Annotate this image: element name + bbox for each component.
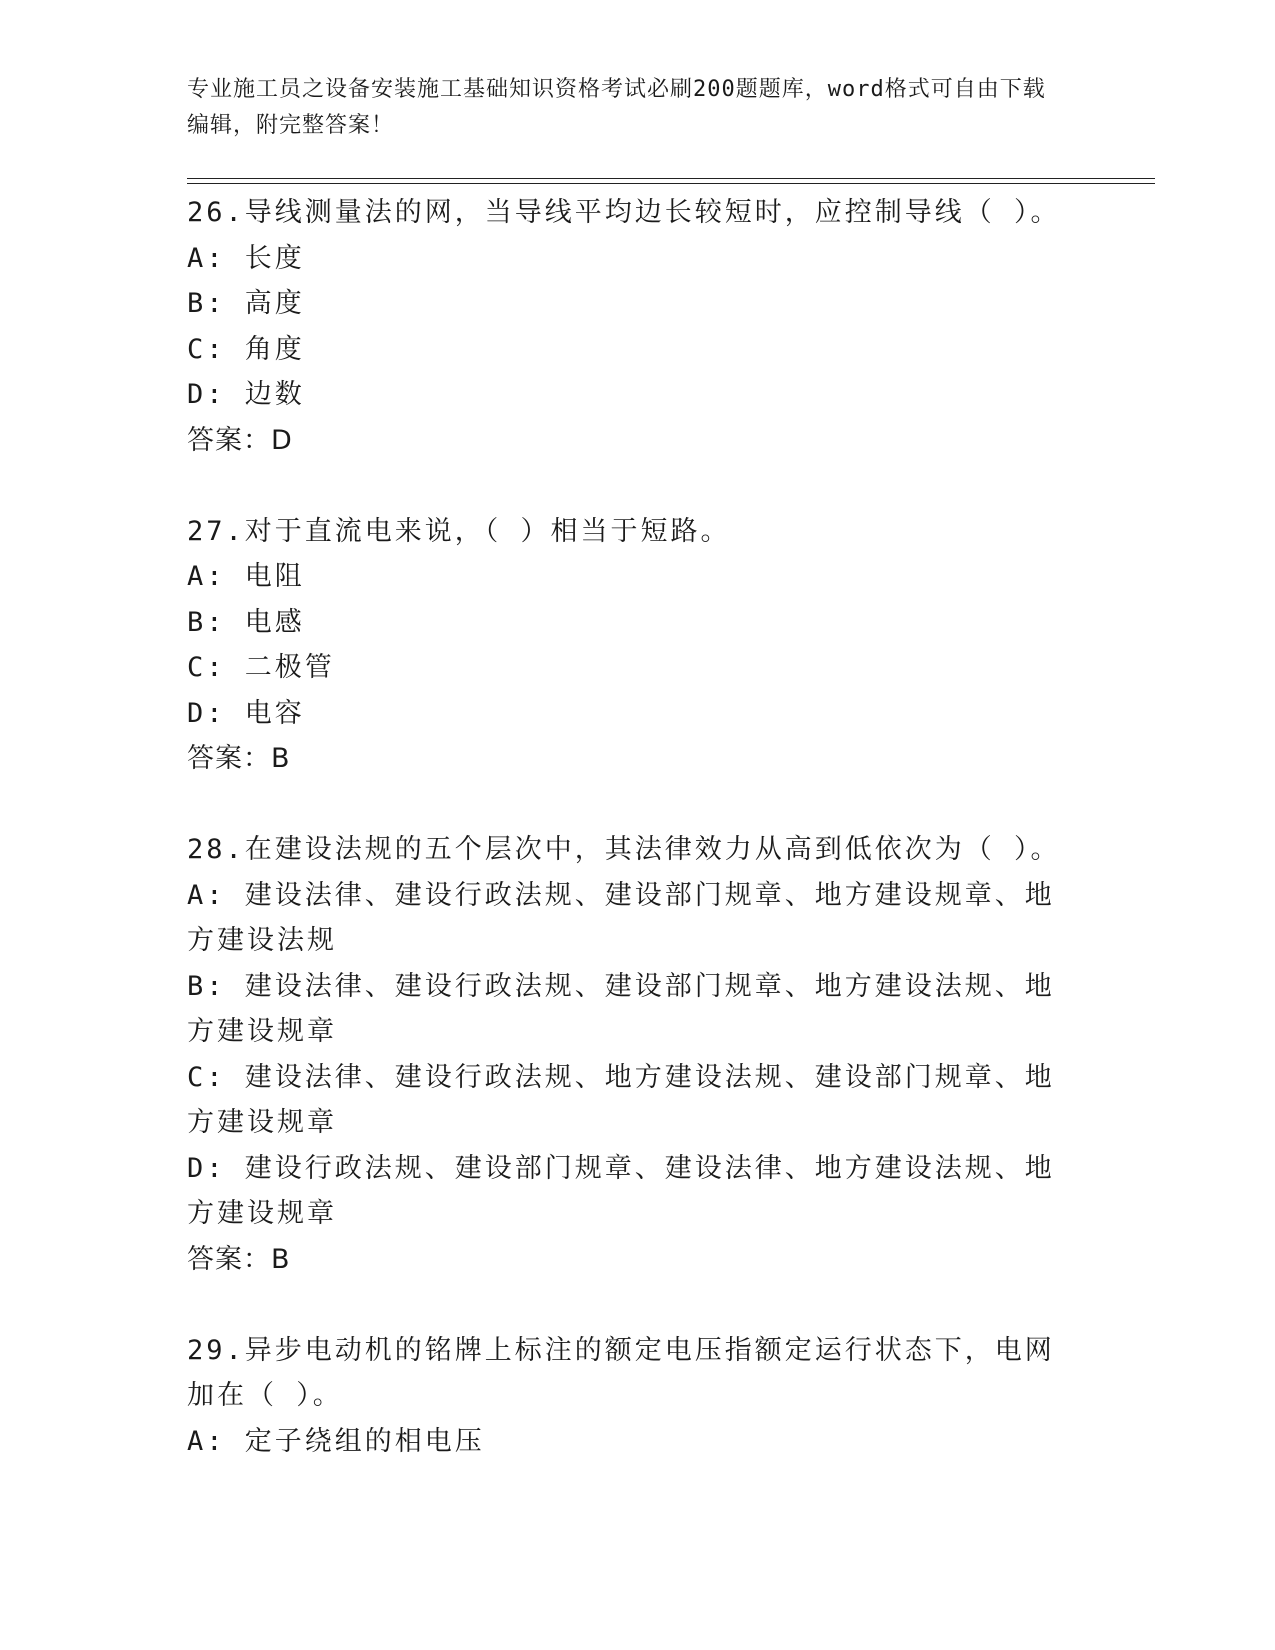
- question-stem: 26.导线测量法的网，当导线平均边长较短时，应控制导线（ ）。: [187, 197, 1061, 228]
- header-rule-bottom: [187, 183, 1155, 184]
- option-b: B: 建设法律、建设行政法规、建设部门规章、地方建设法规、地方建设规章: [187, 970, 1055, 1047]
- document-header: 专业施工员之设备安装施工基础知识资格考试必刷200题题库，word格式可自由下载编辑，附完整答案！: [187, 77, 1046, 138]
- header-rule-top: [187, 178, 1155, 179]
- question-27: [187, 509, 1077, 828]
- question-29: [187, 1328, 1077, 1465]
- question-list: [187, 190, 1077, 1464]
- option-b: B: 电感: [187, 606, 305, 638]
- question-28: [187, 827, 1077, 1328]
- option-b: B: 高度: [187, 288, 305, 319]
- option-c: C: 二极管: [187, 652, 335, 683]
- question-stem: 27.对于直流电来说，（ ）相当于短路。: [187, 515, 731, 547]
- option-d: D: 边数: [187, 379, 305, 410]
- option-d: D: 电容: [187, 697, 305, 729]
- question-stem: 29.异步电动机的铭牌上标注的额定电压指额定运行状态下，电网加在（ ）。: [187, 1334, 1055, 1411]
- question-stem: 28.在建设法规的五个层次中，其法律效力从高到低依次为（ ）。: [187, 834, 1061, 865]
- question-26: [187, 190, 1077, 509]
- option-c: C: 角度: [187, 333, 305, 365]
- option-a: A: 长度: [187, 242, 305, 274]
- option-a: A: 电阻: [187, 561, 305, 592]
- option-c: C: 建设法律、建设行政法规、地方建设法规、建设部门规章、地方建设规章: [187, 1061, 1055, 1138]
- option-a: A: 建设法律、建设行政法规、建设部门规章、地方建设规章、地方建设法规: [187, 879, 1055, 956]
- answer: 答案：B: [187, 743, 291, 774]
- option-a: A: 定子绕组的相电压: [187, 1425, 485, 1457]
- answer: 答案：B: [187, 1243, 291, 1275]
- answer: 答案：D: [187, 424, 293, 456]
- option-d: D: 建设行政法规、建设部门规章、建设法律、地方建设法规、地方建设规章: [187, 1152, 1055, 1229]
